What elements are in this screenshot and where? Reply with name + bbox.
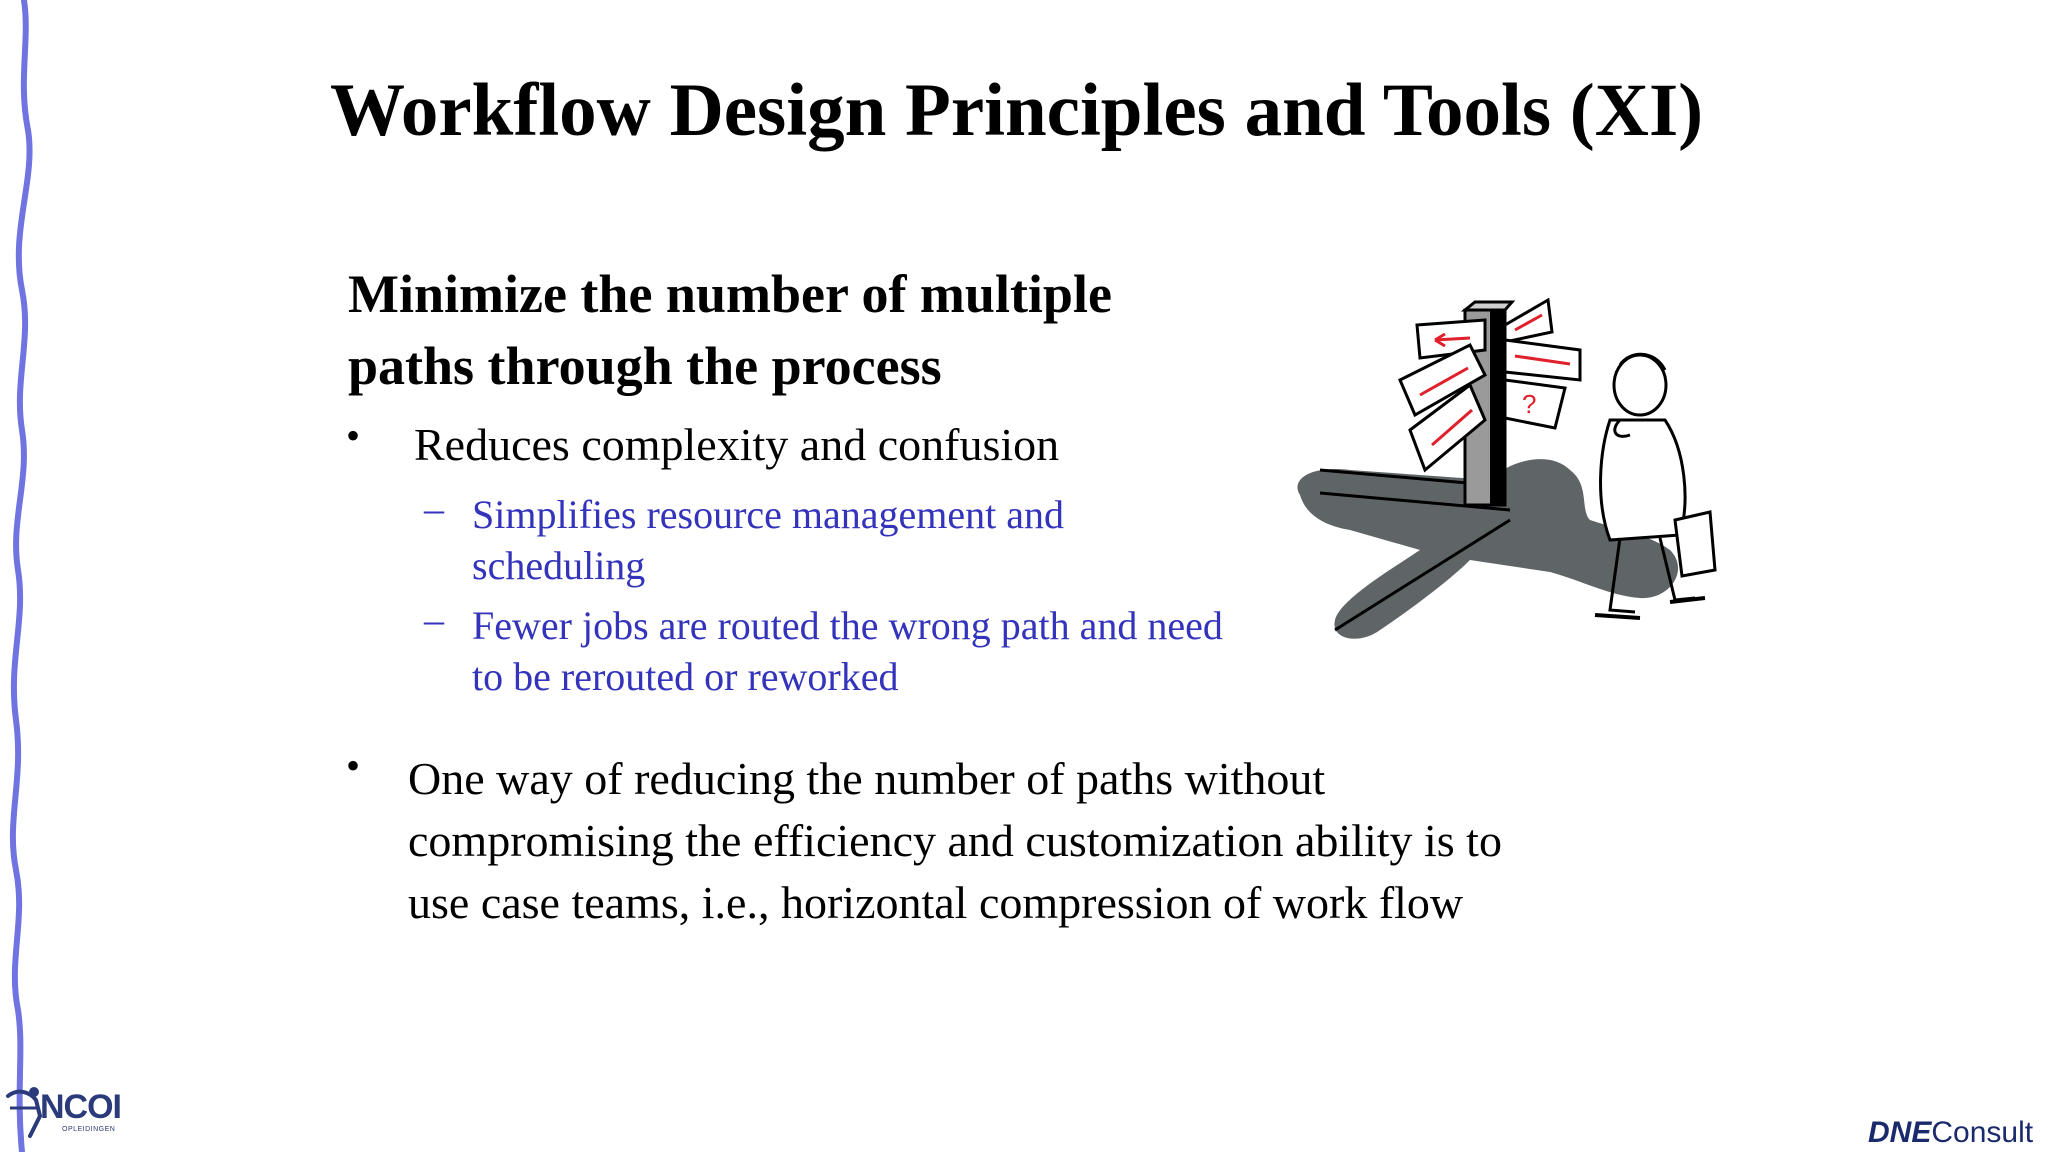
sub-bullet-line: Simplifies resource management and bbox=[472, 492, 1065, 537]
dne-consult-logo bbox=[1868, 1116, 2033, 1150]
bullet-line: use case teams, i.e., horizontal compression of work flow bbox=[408, 877, 1464, 928]
bullet-marker: • bbox=[346, 743, 361, 788]
subtitle-line: Minimize the number of multiple bbox=[348, 264, 1112, 324]
bullet-line: compromising the efficiency and customization ability is to bbox=[408, 815, 1502, 866]
question-mark: ? bbox=[1522, 389, 1537, 419]
ncoi-logo-text: NCOI bbox=[40, 1088, 121, 1126]
sub-bullet-line: scheduling bbox=[472, 543, 646, 588]
sub-bullet-text bbox=[472, 600, 1332, 702]
bullet-text: Reduces complexity and confusion bbox=[414, 419, 1060, 470]
sub-bullet-marker: – bbox=[424, 597, 444, 642]
signpost-person-icon bbox=[1290, 280, 1750, 660]
sub-bullet-text bbox=[472, 489, 1332, 591]
sub-bullet-line: to be rerouted or reworked bbox=[472, 654, 899, 699]
subtitle-line: paths through the process bbox=[348, 336, 942, 396]
ncoi-logo-subtext: OPLEIDINGEN bbox=[62, 1126, 116, 1133]
slide-subtitle bbox=[348, 258, 1248, 402]
bullet-text bbox=[408, 748, 1708, 934]
slide-title: Workflow Design Principles and Tools (XI) bbox=[330, 69, 1704, 152]
sub-bullet-marker: – bbox=[424, 486, 444, 531]
left-decoration-line bbox=[0, 0, 60, 1152]
bullet-line: One way of reducing the number of paths without bbox=[408, 753, 1326, 804]
sub-bullet-line: Fewer jobs are routed the wrong path and need bbox=[472, 603, 1223, 648]
dne-logo-text: DNE bbox=[1868, 1116, 1932, 1149]
consult-logo-text: Consult bbox=[1931, 1116, 2034, 1149]
bullet-marker: • bbox=[346, 413, 361, 458]
